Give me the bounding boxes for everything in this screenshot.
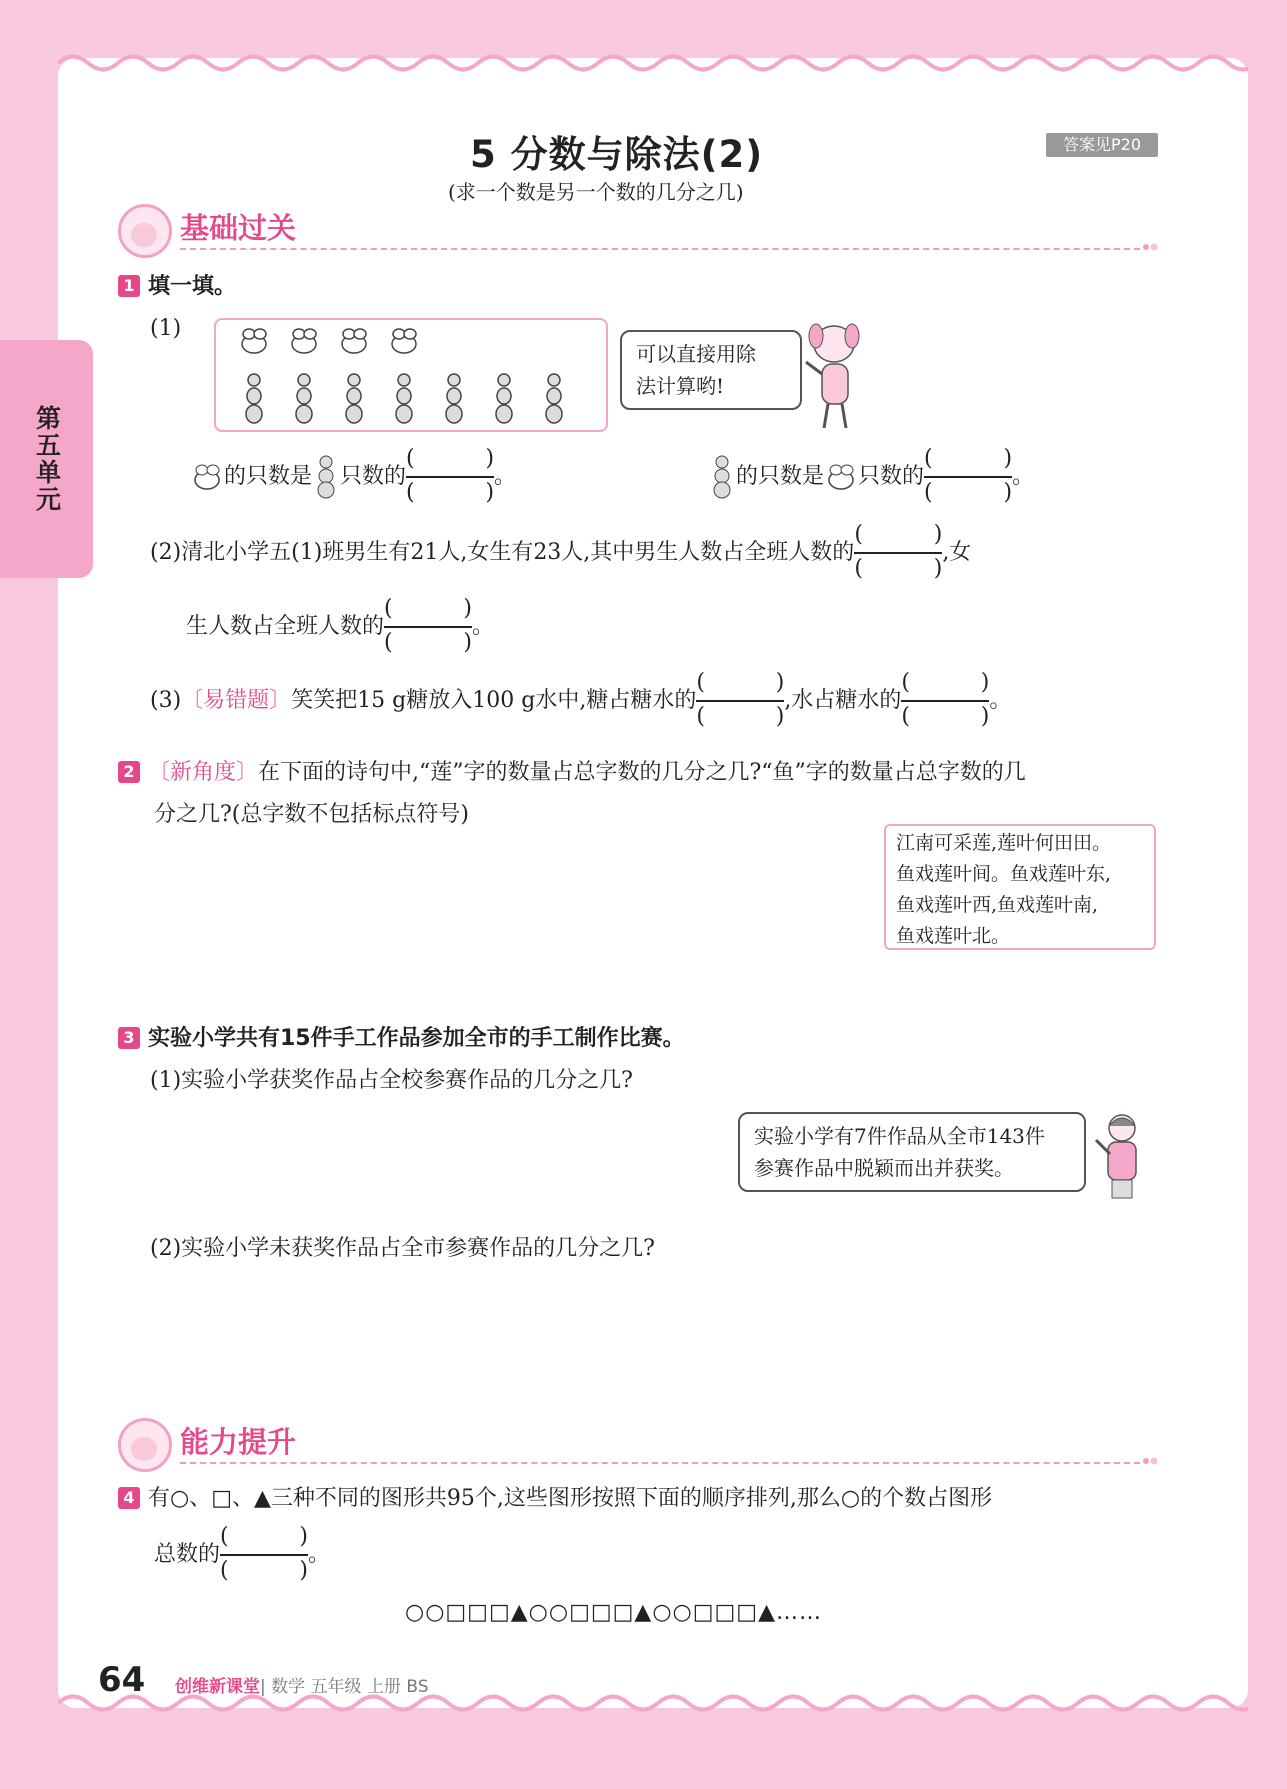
- question-text: 在下面的诗句中,“莲”字的数量占总字数的几分之几?“鱼”字的数量占总字数的几: [258, 760, 1026, 785]
- question-number: 3: [118, 1027, 140, 1049]
- q1-part1-label: (1): [150, 316, 182, 341]
- question-text: 实验小学共有15件手工作品参加全市的手工制作比赛。: [148, 1026, 685, 1051]
- bubble-line: 参赛作品中脱颖而出并获奖。: [754, 1156, 1014, 1180]
- footer-text: | 数学 五年级 上册 BS: [260, 1677, 429, 1697]
- poem-line: 鱼戏莲叶北。: [896, 925, 1011, 947]
- cartoon-boy-icon: [118, 1418, 172, 1472]
- bee-icon: [392, 329, 416, 353]
- question-text: 填一填。: [148, 274, 237, 299]
- bubble-line: 法计算哟!: [636, 374, 725, 398]
- fill-text: 的只数是: [224, 464, 313, 489]
- fraction-blank[interactable]: [384, 598, 472, 656]
- fraction-blank[interactable]: [924, 448, 1012, 506]
- section-header-basic: [118, 204, 1158, 254]
- part-label: (3): [150, 688, 182, 713]
- fraction-blank[interactable]: [854, 524, 942, 582]
- q3-part1: (1)实验小学获奖作品占全校参赛作品的几分之几?: [150, 1068, 633, 1093]
- cartoon-girl-icon: [118, 204, 172, 258]
- hint-speech-bubble: [620, 330, 802, 410]
- cartoon-dog-icon: [798, 316, 868, 436]
- question-number: 1: [118, 275, 140, 297]
- question-1-prompt: [118, 272, 236, 302]
- ant-icon: [708, 455, 736, 499]
- bubble-line: 可以直接用除: [636, 342, 756, 366]
- dashed-divider: [180, 248, 1140, 250]
- question-text: 总数的: [154, 1542, 221, 1567]
- poem-box: [884, 824, 1156, 950]
- q3-part2: (2)实验小学未获奖作品占全市参赛作品的几分之几?: [150, 1236, 655, 1261]
- question-text: ,女: [942, 540, 972, 565]
- q1-part2-line2: [186, 598, 494, 656]
- section-title: 能力提升: [180, 1425, 297, 1459]
- info-speech-bubble: [738, 1112, 1086, 1192]
- footer-info: [175, 1672, 429, 1697]
- fill-text: 只数的: [858, 464, 925, 489]
- question-4-line2: [154, 1526, 330, 1584]
- page-title: 5 分数与除法(2): [470, 133, 764, 176]
- question-3-prompt: [118, 1024, 685, 1054]
- fill-text: 只数的: [340, 464, 407, 489]
- poem-line: 江南可采莲,莲叶何田田。: [896, 832, 1112, 854]
- dashed-divider: [180, 1462, 1140, 1464]
- question-text: (2)清北小学五(1)班男生有21人,女生有23人,其中男生人数占全班人数的: [150, 540, 855, 565]
- question-text: 生人数占全班人数的: [186, 614, 385, 639]
- q1-part3: [150, 672, 1011, 730]
- question-text: 笑笑把15 g糖放入100 g水中,糖占糖水的: [291, 688, 697, 713]
- question-text: 有○、□、▲三种不同的图形共95个,这些图形按照下面的顺序排列,那么○的个数占图形: [148, 1486, 993, 1511]
- answer-reference-badge: 答案见P20: [1046, 133, 1158, 157]
- question-2-line1: [118, 758, 1026, 788]
- question-number: 2: [118, 761, 140, 783]
- page-number: 64: [98, 1660, 146, 1700]
- section-header-advanced: [118, 1418, 1158, 1468]
- fill-text: 。: [494, 464, 517, 489]
- bees-and-ants-picture: [214, 318, 608, 432]
- ant-icon: [296, 374, 312, 423]
- footer-brand: 创维新课堂: [175, 1677, 260, 1697]
- insects-illustration: [216, 320, 606, 430]
- fill-text: 。: [308, 1542, 331, 1567]
- q1-part2-line1: [150, 524, 971, 582]
- new-angle-tag: 〔新角度〕: [148, 760, 259, 785]
- question-2-line2: 分之几?(总字数不包括标点符号): [154, 802, 469, 827]
- fraction-blank[interactable]: [696, 672, 784, 730]
- poem-line: 鱼戏莲叶西,鱼戏莲叶南,: [896, 894, 1099, 916]
- question-number: 4: [118, 1487, 140, 1509]
- fill-text: 。: [989, 688, 1012, 713]
- fraction-blank[interactable]: [901, 672, 989, 730]
- shape-sequence: ○○□□□▲○○□□□▲○○□□□▲……: [405, 1600, 823, 1625]
- ant-icon: [446, 374, 462, 423]
- ant-icon: [346, 374, 362, 423]
- question-4-line1: [118, 1484, 992, 1514]
- top-wave-border: [58, 50, 1248, 76]
- bee-icon: [824, 461, 858, 493]
- fraction-blank[interactable]: [406, 448, 494, 506]
- unit-side-tab: [0, 340, 93, 578]
- bee-icon: [342, 329, 366, 353]
- poem-line: 鱼戏莲叶间。鱼戏莲叶东,: [896, 863, 1112, 885]
- fill-text: 。: [1012, 464, 1035, 489]
- q1-fill-bee-over-ant: [190, 448, 516, 506]
- error-prone-tag: 〔易错题〕: [181, 688, 292, 713]
- ant-icon: [312, 455, 340, 499]
- fill-text: 的只数是: [736, 464, 825, 489]
- unit-side-tab-label: 第五单元: [32, 405, 62, 513]
- fill-text: 。: [472, 614, 495, 639]
- section-title: 基础过关: [180, 211, 297, 245]
- bee-icon: [242, 329, 266, 353]
- dots-decoration-icon: [1142, 1454, 1158, 1468]
- page-subtitle: (求一个数是另一个数的几分之几): [448, 180, 744, 204]
- bee-icon: [190, 461, 224, 493]
- bubble-line: 实验小学有7件作品从全市143件: [754, 1124, 1045, 1148]
- question-text: ,水占糖水的: [784, 688, 902, 713]
- ant-icon: [496, 374, 512, 423]
- ant-icon: [246, 374, 262, 423]
- bee-icon: [292, 329, 316, 353]
- fraction-blank[interactable]: [220, 1526, 308, 1584]
- q1-fill-ant-over-bee: [708, 448, 1034, 506]
- ant-icon: [396, 374, 412, 423]
- cartoon-teacher-icon: [1090, 1110, 1150, 1200]
- dots-decoration-icon: [1142, 240, 1158, 254]
- ant-icon: [546, 374, 562, 423]
